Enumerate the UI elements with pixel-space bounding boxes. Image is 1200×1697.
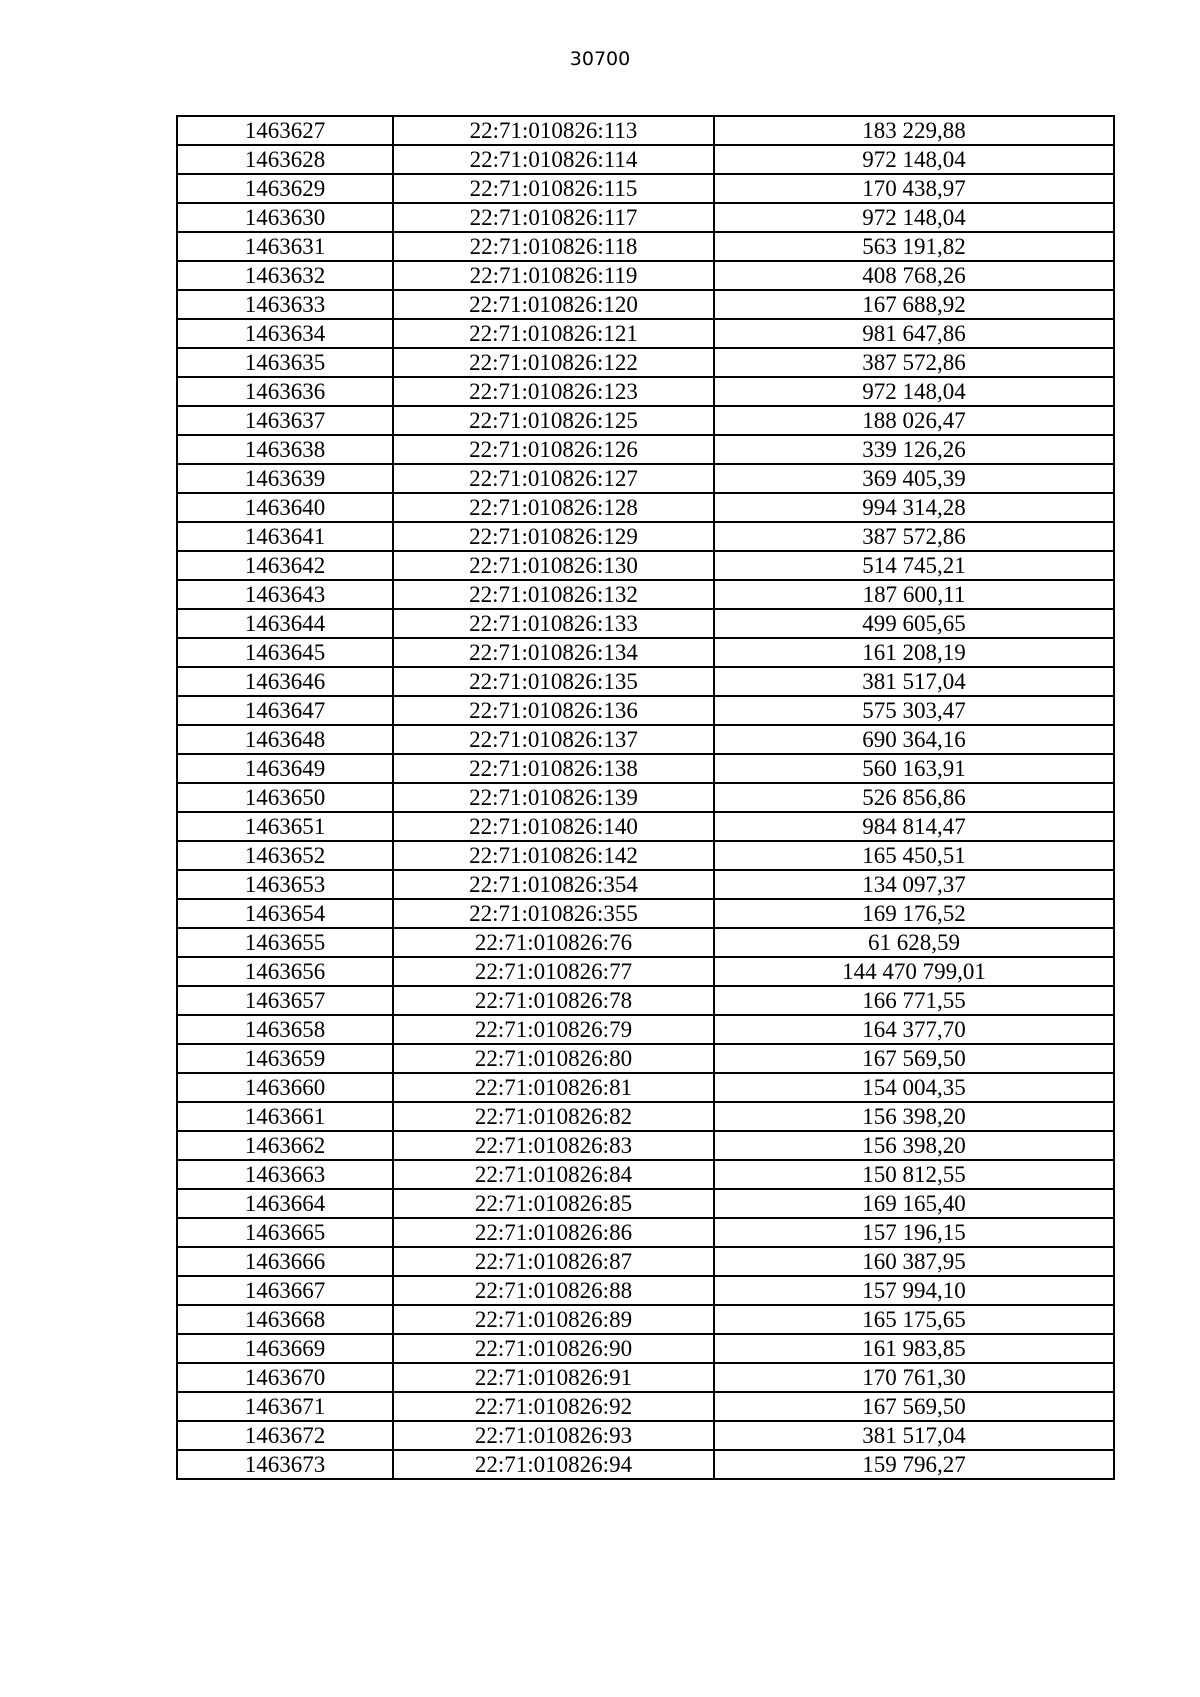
cadastral-value-cell: 408 768,26	[714, 261, 1114, 290]
table-row	[177, 1131, 1114, 1160]
record-number-cell: 1463649	[177, 754, 393, 783]
cadastral-number-cell: 22:71:010826:138	[393, 754, 714, 783]
table-row	[177, 1044, 1114, 1073]
record-number-cell: 1463667	[177, 1276, 393, 1305]
record-number-cell: 1463645	[177, 638, 393, 667]
record-number-cell: 1463632	[177, 261, 393, 290]
record-number-cell: 1463666	[177, 1247, 393, 1276]
record-number-cell: 1463635	[177, 348, 393, 377]
record-number-cell: 1463631	[177, 232, 393, 261]
table-row	[177, 667, 1114, 696]
cadastral-number-cell: 22:71:010826:130	[393, 551, 714, 580]
record-number-cell: 1463637	[177, 406, 393, 435]
cadastral-number-cell: 22:71:010826:122	[393, 348, 714, 377]
cadastral-value-cell: 61 628,59	[714, 928, 1114, 957]
cadastral-number-cell: 22:71:010826:129	[393, 522, 714, 551]
table-row	[177, 1305, 1114, 1334]
cadastral-number-cell: 22:71:010826:92	[393, 1392, 714, 1421]
table-row	[177, 493, 1114, 522]
record-number-cell: 1463643	[177, 580, 393, 609]
table-row	[177, 377, 1114, 406]
cadastral-value-cell: 994 314,28	[714, 493, 1114, 522]
table-row	[177, 522, 1114, 551]
cadastral-value-cell: 972 148,04	[714, 145, 1114, 174]
table-row	[177, 1363, 1114, 1392]
cadastral-number-cell: 22:71:010826:90	[393, 1334, 714, 1363]
cadastral-number-cell: 22:71:010826:127	[393, 464, 714, 493]
cadastral-value-cell: 160 387,95	[714, 1247, 1114, 1276]
cadastral-number-cell: 22:71:010826:133	[393, 609, 714, 638]
table-row	[177, 406, 1114, 435]
record-number-cell: 1463658	[177, 1015, 393, 1044]
record-number-cell: 1463673	[177, 1450, 393, 1479]
cadastral-value-cell: 165 450,51	[714, 841, 1114, 870]
table-row	[177, 1218, 1114, 1247]
record-number-cell: 1463640	[177, 493, 393, 522]
cadastral-number-cell: 22:71:010826:93	[393, 1421, 714, 1450]
table-row	[177, 1276, 1114, 1305]
table-row	[177, 928, 1114, 957]
record-number-cell: 1463660	[177, 1073, 393, 1102]
table-row	[177, 957, 1114, 986]
cadastral-value-cell: 187 600,11	[714, 580, 1114, 609]
record-number-cell: 1463647	[177, 696, 393, 725]
cadastral-number-cell: 22:71:010826:79	[393, 1015, 714, 1044]
cadastral-value-cell: 387 572,86	[714, 348, 1114, 377]
cadastral-number-cell: 22:71:010826:139	[393, 783, 714, 812]
table-row	[177, 725, 1114, 754]
cadastral-number-cell: 22:71:010826:89	[393, 1305, 714, 1334]
table-row	[177, 319, 1114, 348]
table-row	[177, 696, 1114, 725]
cadastral-value-cell: 165 175,65	[714, 1305, 1114, 1334]
cadastral-number-cell: 22:71:010826:118	[393, 232, 714, 261]
table-row	[177, 986, 1114, 1015]
cadastral-number-cell: 22:71:010826:120	[393, 290, 714, 319]
record-number-cell: 1463671	[177, 1392, 393, 1421]
record-number-cell: 1463651	[177, 812, 393, 841]
table-row	[177, 580, 1114, 609]
table-row	[177, 203, 1114, 232]
cadastral-value-cell: 157 994,10	[714, 1276, 1114, 1305]
cadastral-number-cell: 22:71:010826:81	[393, 1073, 714, 1102]
table-row	[177, 1421, 1114, 1450]
cadastral-number-cell: 22:71:010826:121	[393, 319, 714, 348]
table-row	[177, 1015, 1114, 1044]
table-row	[177, 464, 1114, 493]
cadastral-value-cell: 134 097,37	[714, 870, 1114, 899]
record-number-cell: 1463644	[177, 609, 393, 638]
cadastral-number-cell: 22:71:010826:134	[393, 638, 714, 667]
cadastral-number-cell: 22:71:010826:80	[393, 1044, 714, 1073]
cadastral-value-cell: 156 398,20	[714, 1102, 1114, 1131]
cadastral-number-cell: 22:71:010826:84	[393, 1160, 714, 1189]
table-row	[177, 1450, 1114, 1479]
cadastral-value-cell: 381 517,04	[714, 667, 1114, 696]
record-number-cell: 1463662	[177, 1131, 393, 1160]
cadastral-number-cell: 22:71:010826:132	[393, 580, 714, 609]
table-row	[177, 1334, 1114, 1363]
table-row	[177, 435, 1114, 464]
cadastral-value-cell: 167 688,92	[714, 290, 1114, 319]
cadastral-value-cell: 161 208,19	[714, 638, 1114, 667]
cadastral-value-cell: 972 148,04	[714, 203, 1114, 232]
cadastral-value-cell: 514 745,21	[714, 551, 1114, 580]
cadastral-number-cell: 22:71:010826:85	[393, 1189, 714, 1218]
cadastral-number-cell: 22:71:010826:113	[393, 116, 714, 145]
cadastral-value-cell: 339 126,26	[714, 435, 1114, 464]
record-number-cell: 1463656	[177, 957, 393, 986]
table-row	[177, 348, 1114, 377]
cadastral-value-cell: 161 983,85	[714, 1334, 1114, 1363]
table-row	[177, 290, 1114, 319]
cadastral-number-cell: 22:71:010826:77	[393, 957, 714, 986]
cadastral-number-cell: 22:71:010826:142	[393, 841, 714, 870]
cadastral-number-cell: 22:71:010826:115	[393, 174, 714, 203]
record-number-cell: 1463652	[177, 841, 393, 870]
cadastral-number-cell: 22:71:010826:137	[393, 725, 714, 754]
cadastral-value-cell: 183 229,88	[714, 116, 1114, 145]
cadastral-value-cell: 154 004,35	[714, 1073, 1114, 1102]
cadastral-value-cell: 144 470 799,01	[714, 957, 1114, 986]
record-number-cell: 1463669	[177, 1334, 393, 1363]
record-number-cell: 1463628	[177, 145, 393, 174]
cadastral-value-cell: 563 191,82	[714, 232, 1114, 261]
record-number-cell: 1463648	[177, 725, 393, 754]
record-number-cell: 1463650	[177, 783, 393, 812]
cadastral-value-cell: 167 569,50	[714, 1044, 1114, 1073]
cadastral-number-cell: 22:71:010826:78	[393, 986, 714, 1015]
table-body	[177, 116, 1114, 1479]
cadastral-number-cell: 22:71:010826:355	[393, 899, 714, 928]
cadastral-value-cell: 526 856,86	[714, 783, 1114, 812]
cadastral-number-cell: 22:71:010826:91	[393, 1363, 714, 1392]
record-number-cell: 1463668	[177, 1305, 393, 1334]
table-row	[177, 899, 1114, 928]
cadastral-value-cell: 157 196,15	[714, 1218, 1114, 1247]
cadastral-value-cell: 560 163,91	[714, 754, 1114, 783]
cadastral-value-cell: 381 517,04	[714, 1421, 1114, 1450]
record-number-cell: 1463630	[177, 203, 393, 232]
table-row	[177, 841, 1114, 870]
cadastral-number-cell: 22:71:010826:126	[393, 435, 714, 464]
cadastral-number-cell: 22:71:010826:354	[393, 870, 714, 899]
cadastral-value-cell: 159 796,27	[714, 1450, 1114, 1479]
record-number-cell: 1463663	[177, 1160, 393, 1189]
record-number-cell: 1463664	[177, 1189, 393, 1218]
record-number-cell: 1463627	[177, 116, 393, 145]
table-row	[177, 232, 1114, 261]
cadastral-value-cell: 167 569,50	[714, 1392, 1114, 1421]
cadastral-number-cell: 22:71:010826:88	[393, 1276, 714, 1305]
cadastral-value-cell: 369 405,39	[714, 464, 1114, 493]
record-number-cell: 1463665	[177, 1218, 393, 1247]
record-number-cell: 1463629	[177, 174, 393, 203]
cadastral-value-cell: 169 165,40	[714, 1189, 1114, 1218]
record-number-cell: 1463639	[177, 464, 393, 493]
table-row	[177, 812, 1114, 841]
cadastral-value-cell: 984 814,47	[714, 812, 1114, 841]
cadastral-value-cell: 150 812,55	[714, 1160, 1114, 1189]
cadastral-number-cell: 22:71:010826:86	[393, 1218, 714, 1247]
cadastral-number-cell: 22:71:010826:76	[393, 928, 714, 957]
record-number-cell: 1463636	[177, 377, 393, 406]
cadastral-value-cell: 164 377,70	[714, 1015, 1114, 1044]
record-number-cell: 1463661	[177, 1102, 393, 1131]
record-number-cell: 1463633	[177, 290, 393, 319]
record-number-cell: 1463672	[177, 1421, 393, 1450]
cadastral-number-cell: 22:71:010826:94	[393, 1450, 714, 1479]
record-number-cell: 1463653	[177, 870, 393, 899]
cadastral-number-cell: 22:71:010826:123	[393, 377, 714, 406]
table-row	[177, 261, 1114, 290]
table-row	[177, 1102, 1114, 1131]
record-number-cell: 1463634	[177, 319, 393, 348]
table-row	[177, 870, 1114, 899]
table-row	[177, 754, 1114, 783]
cadastral-value-cell: 170 761,30	[714, 1363, 1114, 1392]
cadastral-value-table	[176, 115, 1115, 1480]
page-number: 30700	[569, 48, 631, 70]
table-row	[177, 174, 1114, 203]
record-number-cell: 1463655	[177, 928, 393, 957]
table-row	[177, 1189, 1114, 1218]
table-row	[177, 1073, 1114, 1102]
table-row	[177, 638, 1114, 667]
table-row	[177, 116, 1114, 145]
table-row	[177, 145, 1114, 174]
cadastral-value-cell: 170 438,97	[714, 174, 1114, 203]
table-row	[177, 1247, 1114, 1276]
record-number-cell: 1463646	[177, 667, 393, 696]
cadastral-value-cell: 188 026,47	[714, 406, 1114, 435]
cadastral-number-cell: 22:71:010826:128	[393, 493, 714, 522]
cadastral-number-cell: 22:71:010826:114	[393, 145, 714, 174]
record-number-cell: 1463642	[177, 551, 393, 580]
record-number-cell: 1463638	[177, 435, 393, 464]
cadastral-number-cell: 22:71:010826:119	[393, 261, 714, 290]
cadastral-value-cell: 981 647,86	[714, 319, 1114, 348]
table-row	[177, 551, 1114, 580]
cadastral-number-cell: 22:71:010826:136	[393, 696, 714, 725]
cadastral-number-cell: 22:71:010826:87	[393, 1247, 714, 1276]
table-row	[177, 1160, 1114, 1189]
table-row	[177, 783, 1114, 812]
record-number-cell: 1463659	[177, 1044, 393, 1073]
cadastral-number-cell: 22:71:010826:117	[393, 203, 714, 232]
record-number-cell: 1463670	[177, 1363, 393, 1392]
cadastral-value-cell: 169 176,52	[714, 899, 1114, 928]
cadastral-value-cell: 156 398,20	[714, 1131, 1114, 1160]
cadastral-value-cell: 387 572,86	[714, 522, 1114, 551]
record-number-cell: 1463657	[177, 986, 393, 1015]
cadastral-value-cell: 690 364,16	[714, 725, 1114, 754]
cadastral-number-cell: 22:71:010826:125	[393, 406, 714, 435]
cadastral-value-cell: 972 148,04	[714, 377, 1114, 406]
table-row	[177, 609, 1114, 638]
cadastral-value-cell: 575 303,47	[714, 696, 1114, 725]
cadastral-number-cell: 22:71:010826:82	[393, 1102, 714, 1131]
record-number-cell: 1463641	[177, 522, 393, 551]
record-number-cell: 1463654	[177, 899, 393, 928]
cadastral-number-cell: 22:71:010826:135	[393, 667, 714, 696]
cadastral-number-cell: 22:71:010826:83	[393, 1131, 714, 1160]
cadastral-value-cell: 499 605,65	[714, 609, 1114, 638]
cadastral-value-cell: 166 771,55	[714, 986, 1114, 1015]
table-row	[177, 1392, 1114, 1421]
cadastral-number-cell: 22:71:010826:140	[393, 812, 714, 841]
